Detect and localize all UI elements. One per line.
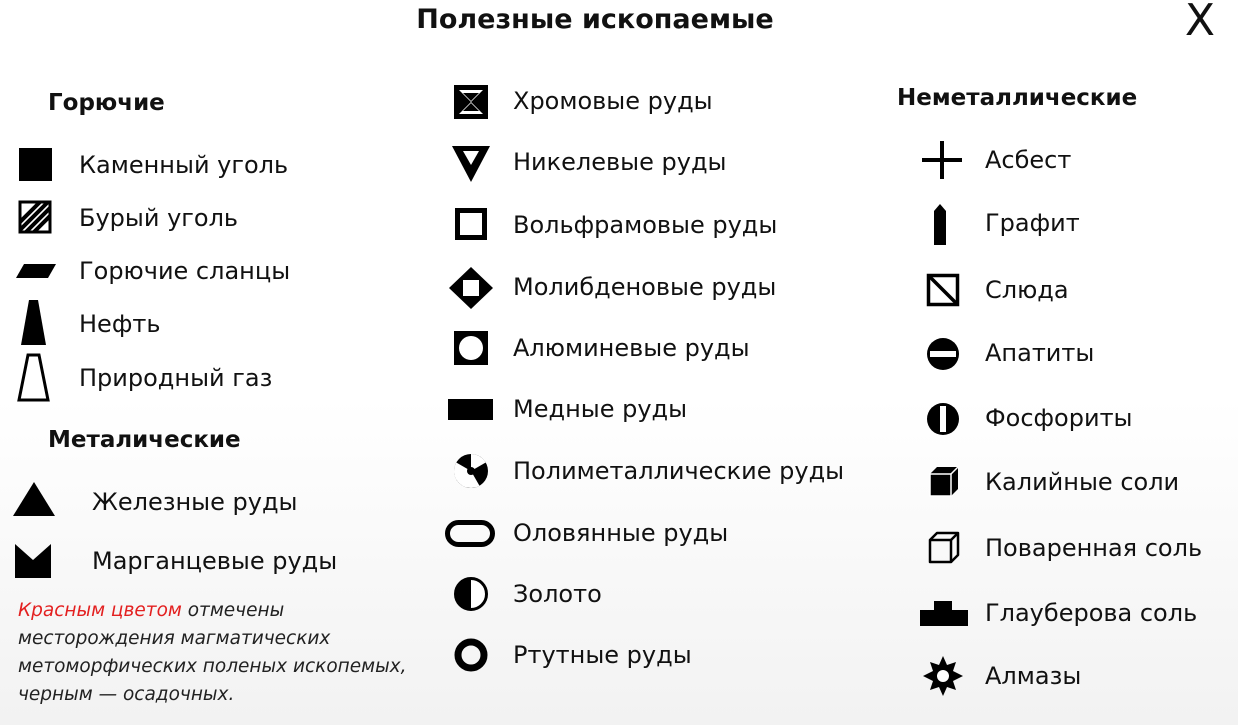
filled-square-icon: [16, 145, 56, 185]
legend-label: Марганцевые руды: [92, 547, 338, 575]
note-text: отмечены месторождения магматических метоморфических поленых ископемых, черным — осадочных.: [18, 600, 407, 705]
legend-label: Слюда: [985, 276, 1069, 304]
minus-circle-icon: [918, 333, 966, 373]
legend-label: Поваренная соль: [985, 534, 1203, 562]
legend-label: Золото: [513, 580, 602, 608]
legend-label: Асбест: [985, 146, 1072, 174]
plus-icon: [918, 140, 966, 180]
legend-label: Апатиты: [985, 339, 1095, 367]
note-highlight: Красным цветом: [18, 600, 182, 621]
legend-label: Фосфориты: [985, 404, 1133, 432]
triangle-in-triangle-icon: [448, 142, 492, 186]
close-button[interactable]: X: [1184, 0, 1216, 46]
legend-label: Глауберова соль: [985, 599, 1198, 627]
legend-label: Калийные соли: [985, 468, 1180, 496]
half-circle-icon: [448, 574, 492, 614]
legend-label: Молибденовые руды: [513, 273, 777, 301]
filled-trapezoid-icon: [16, 300, 56, 348]
legend-label: Графит: [985, 209, 1080, 237]
legend-label: Хромовые руды: [513, 87, 713, 115]
diamond-square-icon: [448, 267, 494, 311]
heading-metallic: Металические: [48, 427, 241, 453]
filled-cube-icon: [918, 462, 966, 504]
legend-label: Каменный уголь: [79, 151, 289, 179]
outline-cube-icon: [918, 528, 966, 570]
ring-icon: [448, 635, 492, 675]
page-title: Полезные ископаемые: [416, 4, 774, 35]
legend-label: Оловянные руды: [513, 519, 729, 547]
legend-label: Алмазы: [985, 662, 1082, 690]
legend-note: [18, 597, 418, 709]
outline-trapezoid-icon: [16, 353, 56, 403]
bar-circle-icon: [918, 398, 966, 438]
legend-label: Нефть: [79, 310, 161, 338]
legend-label: Бурый уголь: [79, 204, 239, 232]
legend-label: Полиметаллические руды: [513, 457, 845, 485]
legend-label: Железные руды: [92, 488, 298, 516]
circle-in-square-icon: [448, 328, 492, 368]
filled-rectangle-icon: [448, 389, 496, 429]
outline-square-icon: [448, 205, 492, 245]
radiation-circle-icon: [448, 451, 492, 491]
heading-combustible: Горючие: [48, 90, 165, 116]
legend-label: Вольфрамовые руды: [513, 211, 778, 239]
hourglass-square-icon: [448, 81, 492, 121]
filled-triangle-icon: [12, 482, 56, 522]
heading-nonmetallic: Неметаллические: [897, 85, 1138, 111]
legend-label: Медные руды: [513, 395, 688, 423]
diagonal-square-icon: [918, 270, 966, 310]
legend-label: Никелевые руды: [513, 148, 727, 176]
stepped-block-icon: [918, 593, 970, 633]
legend-label: Алюминевые руды: [513, 334, 750, 362]
legend-label: Природный газ: [79, 364, 273, 392]
star-gear-icon: [918, 656, 966, 700]
legend-label: Горючие сланцы: [79, 257, 291, 285]
hatched-square-icon: [16, 198, 56, 238]
parallelogram-icon: [16, 251, 56, 291]
notched-block-icon: [14, 541, 56, 581]
legend-label: Ртутные руды: [513, 641, 692, 669]
pencil-tip-icon: [918, 203, 966, 247]
rounded-rectangle-icon: [444, 513, 498, 553]
